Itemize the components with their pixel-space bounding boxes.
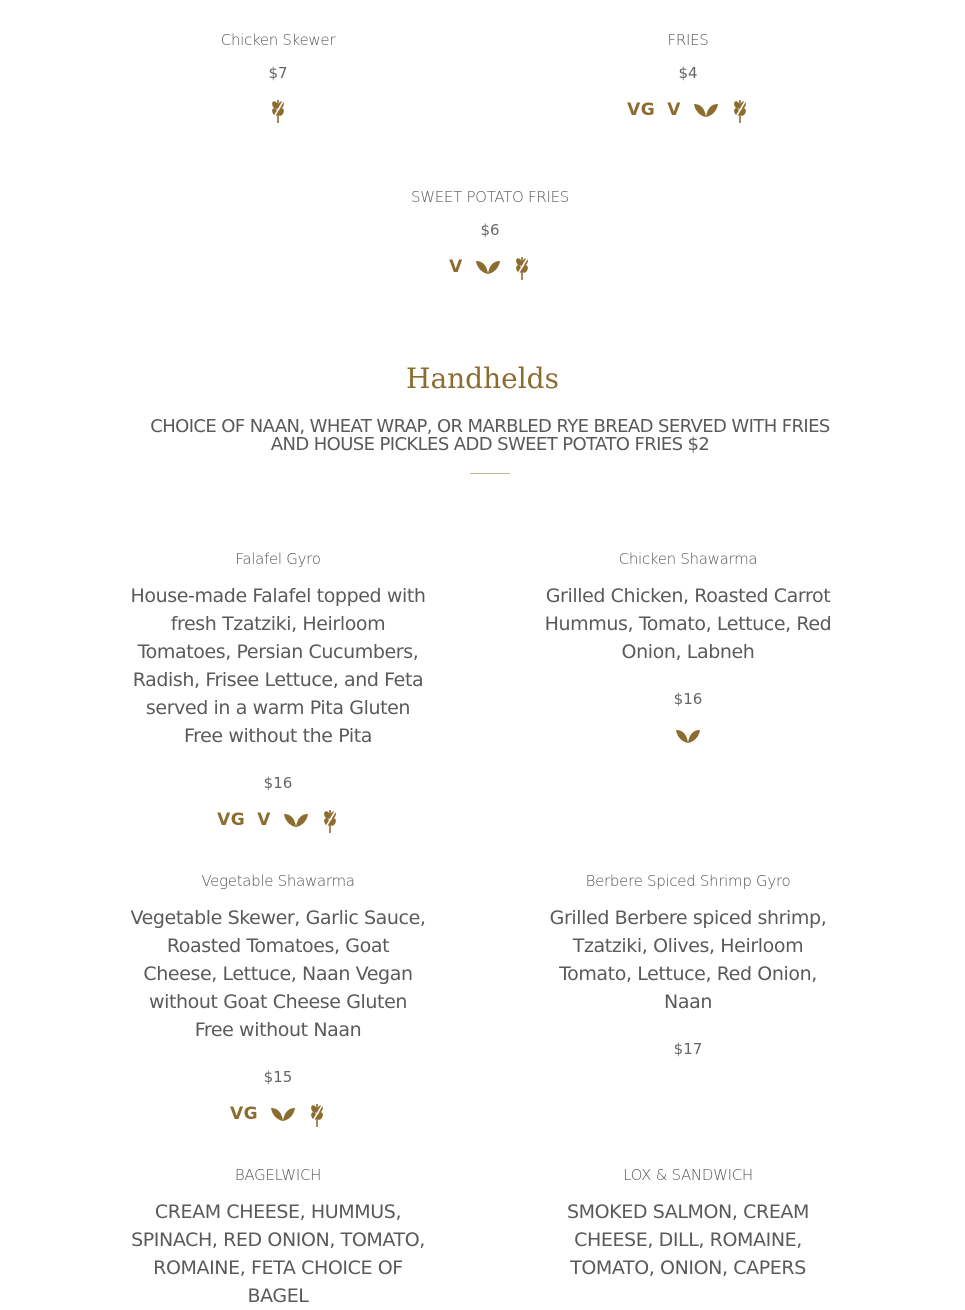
- wheat-icon: [731, 96, 749, 124]
- item-description: Grilled Chicken, Roasted Carrot Hummus, Tomato, Lettuce, Red Onion, Labneh: [544, 585, 832, 663]
- section-title: Handhelds: [406, 362, 559, 395]
- wheat-icon: [269, 96, 287, 124]
- section-divider: [470, 473, 510, 474]
- menu-item-bagelwich: [126, 1166, 430, 1310]
- dietary-icons: [130, 1099, 426, 1129]
- section-subtitle: CHOICE OF NAAN, WHEAT WRAP, OR MARBLED RYE BREAD SERVED WITH FRIES AND HOUSE PICKLES ADD SWEET POTATO FRIES $2: [150, 416, 830, 455]
- leaf-icon: [270, 1105, 296, 1123]
- leaf-icon: [693, 101, 719, 119]
- v-icon: V: [667, 100, 681, 120]
- item-name: BAGELWICH: [234, 1166, 322, 1184]
- item-description: Grilled Berbere spiced shrimp, Tzatziki, Olives, Heirloom Tomato, Lettuce, Red Onion, Naan: [549, 907, 827, 1013]
- item-name: Chicken Skewer: [220, 31, 336, 49]
- dietary-icons: [125, 805, 431, 835]
- item-price: $6: [480, 221, 500, 239]
- leaf-icon: [283, 811, 309, 829]
- item-price: $4: [678, 64, 698, 82]
- menu-item-lox-sandwich: [536, 1166, 840, 1282]
- wheat-icon: [321, 806, 339, 834]
- vg-icon: VG: [229, 1104, 259, 1124]
- leaf-icon: [475, 258, 501, 276]
- menu-item-sweet-potato-fries: [340, 188, 640, 282]
- item-name: SWEET POTATO FRIES: [411, 188, 569, 206]
- wheat-icon: [513, 253, 531, 281]
- vg-icon: VG: [627, 100, 656, 120]
- menu-item-fries: [540, 31, 836, 125]
- item-name: Vegetable Shawarma: [201, 872, 355, 890]
- dietary-icons: [540, 95, 836, 125]
- menu-item-berbere-shrimp-gyro: [536, 872, 840, 1058]
- item-name: LOX & SANDWICH: [623, 1166, 753, 1184]
- item-price: $7: [268, 64, 288, 82]
- menu-item-chicken-shawarma: [536, 550, 840, 751]
- menu-item-falafel-gyro: [125, 550, 431, 835]
- item-price: $17: [673, 1040, 703, 1058]
- vg-icon: VG: [217, 810, 246, 830]
- item-description: Vegetable Skewer, Garlic Sauce, Roasted Tomatoes, Goat Cheese, Lettuce, Naan Vegan without Goat Cheese Gluten Free without Naan: [130, 907, 426, 1041]
- item-price: $16: [263, 774, 293, 792]
- dietary-icons: [536, 721, 840, 751]
- item-name: Chicken Shawarma: [618, 550, 758, 568]
- item-name: FRIES: [667, 31, 709, 49]
- menu-item-vegetable-shawarma: [130, 872, 426, 1129]
- item-description: CREAM CHEESE, HUMMUS, SPINACH, RED ONION, TOMATO, ROMAINE, FETA CHOICE OF BAGEL: [131, 1201, 425, 1307]
- item-name: Berbere Spiced Shrimp Gyro: [585, 872, 791, 890]
- dietary-icons: [130, 95, 426, 125]
- wheat-icon: [308, 1100, 326, 1128]
- v-icon: V: [257, 810, 271, 830]
- item-description: SMOKED SALMON, CREAM CHEESE, DILL, ROMAINE, TOMATO, ONION, CAPERS: [566, 1201, 810, 1279]
- leaf-icon: [675, 727, 701, 745]
- dietary-icons: [340, 252, 640, 282]
- v-icon: V: [449, 257, 463, 277]
- item-description: House-made Falafel topped with fresh Tzatziki, Heirloom Tomatoes, Persian Cucumbers, Radish, Frisee Lettuce, and Feta served in a warm Pita Gluten Free without the Pita: [130, 585, 426, 747]
- item-price: $15: [263, 1068, 293, 1086]
- menu-item-chicken-skewer: [130, 31, 426, 125]
- item-price: $16: [673, 690, 703, 708]
- item-name: Falafel Gyro: [235, 550, 321, 568]
